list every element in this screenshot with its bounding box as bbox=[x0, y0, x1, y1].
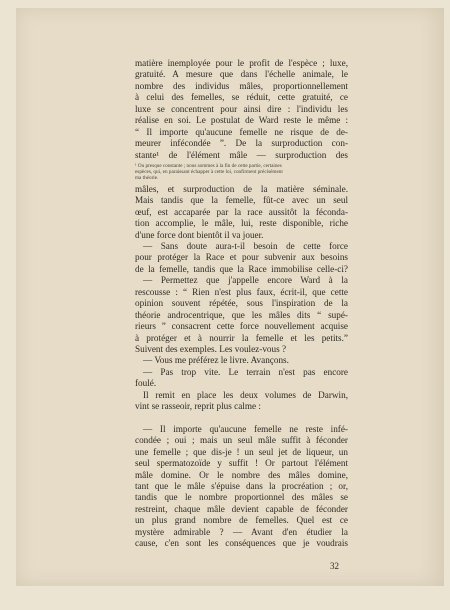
text-line: Suivent des exemples. Les voulez-vous ? bbox=[135, 344, 287, 355]
footnote-line: ¹ Ou presque constante ; nous sommes à la fin de cette partie, certaines bbox=[135, 163, 282, 170]
page-text bbox=[135, 58, 348, 550]
text-line: d'une force dont bientôt il va jouer. bbox=[135, 229, 264, 240]
text-line: — Vous me préférez le livre. Avançons. bbox=[143, 355, 289, 366]
text-line: œuf, est accaparée par la race aussitôt la féconda- bbox=[135, 206, 348, 217]
text-line: — Pas trop vite. Le terrain n'est pas encore bbox=[143, 366, 348, 377]
text-line: tion accomplie, le mâle, lui, reste disponible, riche bbox=[135, 218, 348, 229]
text-line: cause, c'en sont les conséquences que je voudrais bbox=[135, 538, 348, 549]
text-line: Il remit en place les deux volumes de Darwin, bbox=[143, 389, 348, 400]
footnote-line: ma théorie. bbox=[135, 175, 159, 182]
page-edge-shadow bbox=[418, 8, 444, 586]
text-line: rescousse : “ Rien n'est plus faux, écrit-il, que cette bbox=[135, 286, 348, 297]
text-line: luxe se concentrent pour ainsi dire : l'individu les bbox=[135, 103, 348, 114]
footnote bbox=[135, 163, 348, 182]
text-line: rieurs ” consacrent cette force nouvellement acquise bbox=[135, 321, 348, 332]
text-line: réalise en soi. Le postulat de Ward reste le même : bbox=[135, 115, 348, 126]
text-line: opinion souvent répétée, sous l'inspiration de la bbox=[135, 298, 348, 309]
text-line: mâle domine. Or le nombre des mâles domine, bbox=[135, 469, 348, 480]
blank-line bbox=[135, 413, 348, 424]
text-line: tant que le mâle s'épuise dans la procréation ; or, bbox=[135, 481, 348, 492]
text-line: matière inemployée pour le profit de l'espèce ; luxe, bbox=[135, 58, 348, 68]
text-line: un plus grand nombre de femelles. Quel est ce bbox=[135, 515, 348, 526]
text-line: à celui des femelles, se réduit, cette gratuité, ce bbox=[135, 92, 348, 103]
text-line: seul spermatozoïde y suffit ! Or partout l'élément bbox=[135, 458, 348, 469]
page-number: 32 bbox=[330, 561, 339, 571]
paragraph-middle bbox=[135, 184, 348, 413]
text-line: à protéger et à nourrir la femelle et les petits.” bbox=[135, 332, 348, 343]
text-line: vint se rasseoir, reprit plus calme : bbox=[135, 401, 261, 412]
text-line: meurer infécondée ”. De la surproduction con- bbox=[135, 138, 348, 149]
text-line: de la femelle, tandis que la Race immobilise celle-ci? bbox=[135, 263, 348, 274]
text-line: théorie androcentrique, que les mâles dits “ supé- bbox=[135, 309, 348, 320]
text-line: — Sans doute aura-t-il besoin de cette force bbox=[143, 240, 348, 251]
paragraph-bottom bbox=[135, 424, 348, 550]
text-line: foulé. bbox=[135, 378, 157, 389]
text-line: Mais tandis que la femelle, fût-ce avec un seul bbox=[135, 195, 348, 206]
text-line: mâles, et surproduction de la matière séminale. bbox=[135, 183, 348, 194]
text-line: tandis que le nombre proportionnel des mâles se bbox=[135, 492, 348, 503]
text-line: restreint, chaque mâle devient capable de féconder bbox=[135, 503, 348, 514]
text-line: “ Il importe qu'aucune femelle ne risque de de- bbox=[135, 126, 348, 137]
paragraph-top bbox=[135, 58, 348, 161]
text-line: — Il importe qu'aucune femelle ne reste infé- bbox=[143, 423, 348, 434]
text-line: stante¹ de l'élément mâle — surproduction des bbox=[135, 149, 348, 160]
text-line: nombre des individus mâles, proportionnellement bbox=[135, 80, 348, 91]
text-line: mystère admirable ? — Avant d'en étudier la bbox=[135, 526, 348, 537]
text-line: gratuité. A mesure que dans l'échelle animale, le bbox=[135, 69, 348, 80]
text-line: condée ; oui ; mais un seul mâle suffit à féconder bbox=[135, 435, 348, 446]
footnote-line: espèces, qui, en paraissant échapper à cette loi, confirment précisément bbox=[135, 169, 283, 176]
text-line: — Permettez que j'appelle encore Ward à la bbox=[143, 275, 348, 286]
text-line: une femelle ; que dis-je ! un seul jet de liqueur, un bbox=[135, 446, 348, 457]
text-line: pour protéger la Race et pour subvenir aux besoins bbox=[135, 252, 348, 263]
